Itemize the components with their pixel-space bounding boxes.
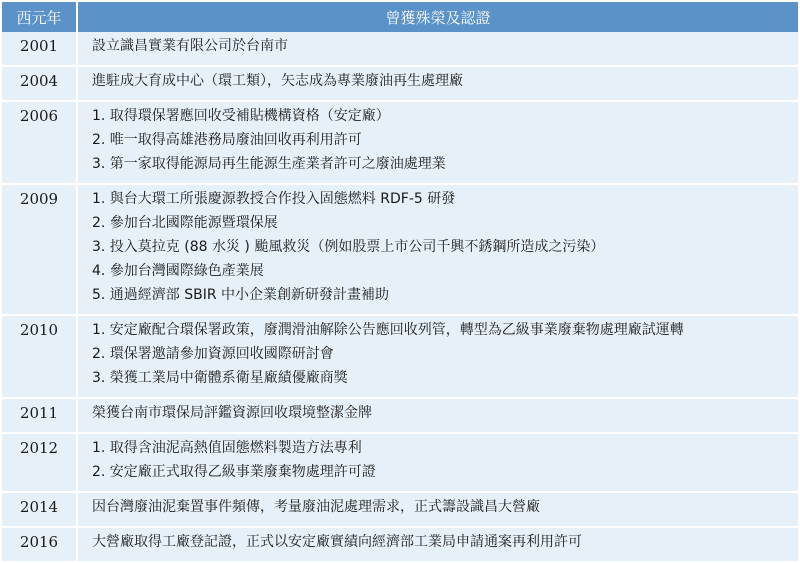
award-item: 4. 參加台灣國際綠色產業展 (92, 263, 264, 279)
table-row (2, 492, 798, 527)
award-item: 設立識昌實業有限公司於台南市 (92, 38, 288, 54)
table-row (2, 184, 798, 315)
year-cell: 2001 (2, 32, 77, 66)
award-item: 5. 通過經濟部 SBIR 中小企業創新研發計畫補助 (92, 287, 390, 303)
year-cell: 2010 (2, 315, 77, 398)
awards-table (2, 2, 798, 563)
year-cell: 2006 (2, 101, 77, 184)
award-item: 大營廠取得工廠登記證，正式以安定廠實績向經濟部工業局申請通案再利用許可 (92, 534, 582, 550)
award-description-cell (77, 101, 798, 184)
year-cell: 2014 (2, 492, 77, 527)
award-description-cell (77, 433, 798, 492)
award-item: 2. 環保署邀請參加資源回收國際研討會 (92, 346, 334, 362)
year-cell: 2012 (2, 433, 77, 492)
award-description-cell (77, 492, 798, 527)
award-description-cell (77, 32, 798, 66)
year-cell: 2004 (2, 66, 77, 101)
table-row (2, 398, 798, 433)
table-row (2, 101, 798, 184)
year-cell: 2009 (2, 184, 77, 315)
award-item: 1. 取得含油泥高熱值固態燃料製造方法專利 (92, 440, 362, 456)
award-item: 進駐成大育成中心（環工類），矢志成為專業廢油再生處理廠 (92, 73, 463, 89)
award-item: 1. 取得環保署應回收受補貼機構資格（安定廠） (92, 108, 390, 124)
award-item: 1. 與台大環工所張慶源教授合作投入固態燃料 RDF-5 研發 (92, 191, 456, 207)
year-cell: 2016 (2, 527, 77, 562)
table-body (2, 32, 798, 562)
award-description-cell (77, 315, 798, 398)
table-header-row (2, 2, 798, 32)
award-item: 2. 安定廠正式取得乙級事業廢棄物處理許可證 (92, 464, 376, 480)
table-row (2, 433, 798, 492)
table-row (2, 32, 798, 66)
award-description-cell (77, 527, 798, 562)
award-item: 3. 投入莫拉克 (88 水災 ) 颱風救災（例如股票上市公司千興不銹鋼所造成之污染） (92, 239, 605, 255)
award-item: 1. 安定廠配合環保署政策，廢潤滑油解除公告應回收列管，轉型為乙級事業廢棄物處理廠試運轉 (92, 322, 684, 338)
award-item: 3. 第一家取得能源局再生能源生產業者許可之廢油處理業 (92, 156, 446, 172)
award-item: 3. 榮獲工業局中衛體系衛星廠績優廠商獎 (92, 370, 348, 386)
award-item: 因台灣廢油泥棄置事件頻傳，考量廢油泥處理需求，正式籌設識昌大營廠 (92, 499, 540, 515)
year-column-header: 西元年 (2, 2, 77, 32)
award-item: 2. 參加台北國際能源暨環保展 (92, 215, 278, 231)
year-cell: 2011 (2, 398, 77, 433)
award-item: 2. 唯一取得高雄港務局廢油回收再利用許可 (92, 132, 362, 148)
award-description-cell (77, 184, 798, 315)
award-description-cell (77, 66, 798, 101)
table-row (2, 315, 798, 398)
table-row (2, 527, 798, 562)
table-row (2, 66, 798, 101)
award-description-cell (77, 398, 798, 433)
awards-column-header: 曾獲殊榮及認證 (77, 2, 798, 32)
award-item: 榮獲台南市環保局評鑑資源回收環境整潔金牌 (92, 405, 372, 421)
